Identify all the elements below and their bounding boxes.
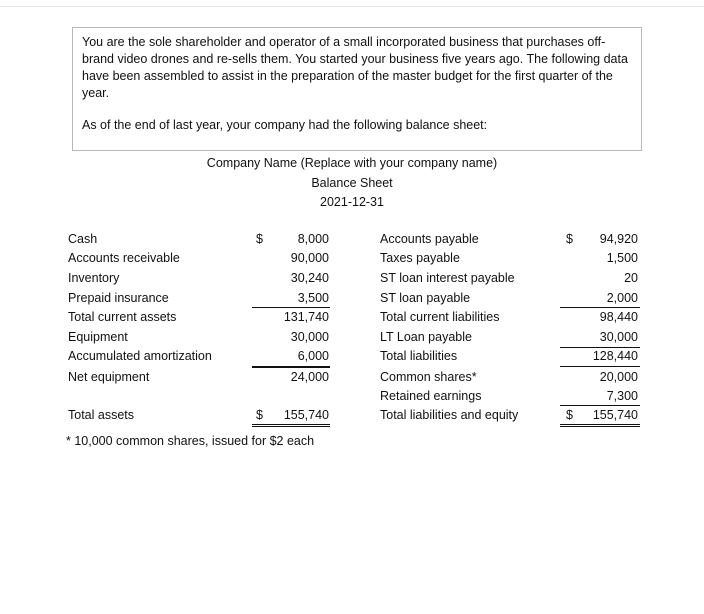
equity-value-common: 20,000 — [599, 370, 638, 384]
liab-value-total-le: 155,740 — [592, 408, 638, 422]
currency-symbol: $ — [566, 408, 573, 422]
instructions-box — [72, 27, 642, 151]
asset-label-total-current: Total current assets — [68, 310, 177, 324]
asset-label-accum-amort: Accumulated amortization — [68, 349, 212, 363]
asset-value-total: 155,740 — [283, 408, 329, 422]
underline-thick — [252, 366, 330, 368]
double-underline — [560, 424, 640, 427]
liab-value-st-loan: 2,000 — [606, 291, 638, 305]
currency-symbol: $ — [256, 232, 263, 246]
liab-label-taxes: Taxes payable — [380, 251, 460, 265]
asset-label-equipment: Equipment — [68, 330, 128, 344]
liab-label-total: Total liabilities — [380, 349, 458, 363]
currency-symbol: $ — [256, 408, 263, 422]
asset-value-ar: 90,000 — [290, 251, 329, 265]
statement-date: 2021-12-31 — [320, 195, 384, 209]
liab-label-lt-loan: LT Loan payable — [380, 330, 472, 344]
asset-value-cash: 8,000 — [297, 232, 329, 246]
double-underline — [252, 424, 330, 427]
liab-label-st-loan: ST loan payable — [380, 291, 471, 305]
asset-label-inventory: Inventory — [68, 271, 120, 285]
asset-value-prepaid: 3,500 — [297, 291, 329, 305]
asset-value-accum-amort: 6,000 — [297, 349, 329, 363]
statement-title: Balance Sheet — [311, 176, 393, 190]
asset-value-total-current: 131,740 — [283, 310, 329, 324]
liab-value-ap: 94,920 — [599, 232, 638, 246]
underline — [560, 405, 640, 406]
liab-value-taxes: 1,500 — [606, 251, 638, 265]
asset-label-cash: Cash — [68, 232, 98, 246]
asset-label-total: Total assets — [68, 408, 135, 422]
underline — [252, 307, 330, 308]
footnote: * 10,000 common shares, issued for $2 each — [66, 434, 315, 448]
equity-value-retained: 7,300 — [606, 389, 638, 403]
liab-label-ap: Accounts payable — [380, 232, 479, 246]
asset-label-ar: Accounts receivable — [68, 251, 180, 265]
liab-value-total-current: 98,440 — [599, 310, 638, 324]
asset-label-net-equipment: Net equipment — [68, 370, 150, 384]
equity-label-retained: Retained earnings — [380, 389, 482, 403]
intro-paragraph: You are the sole shareholder and operator of a small incorporated business that purchases off-brand video drones and re-sells them. You started your business five years ago. The following data have been assembled to assist in the preparation of the master budget for the first quarter of the year. — [82, 35, 628, 100]
intro-paragraph-balance-sheet: As of the end of last year, your company had the following balance sheet: — [82, 118, 488, 132]
liab-label-total-le: Total liabilities and equity — [380, 408, 519, 422]
asset-value-net-equipment: 24,000 — [290, 370, 329, 384]
currency-symbol: $ — [566, 232, 573, 246]
underline — [560, 366, 640, 367]
asset-value-inventory: 30,240 — [290, 271, 329, 285]
underline — [560, 307, 640, 308]
liab-value-total: 128,440 — [592, 349, 638, 363]
liab-value-st-interest: 20 — [624, 271, 638, 285]
liab-value-lt-loan: 30,000 — [599, 330, 638, 344]
equity-label-common: Common shares* — [380, 370, 477, 384]
top-divider — [0, 6, 704, 7]
asset-value-equipment: 30,000 — [290, 330, 329, 344]
asset-label-prepaid: Prepaid insurance — [68, 291, 169, 305]
company-name: Company Name (Replace with your company name) — [206, 156, 498, 170]
liab-label-total-current: Total current liabilities — [380, 310, 500, 324]
liab-label-st-interest: ST loan interest payable — [380, 271, 515, 285]
